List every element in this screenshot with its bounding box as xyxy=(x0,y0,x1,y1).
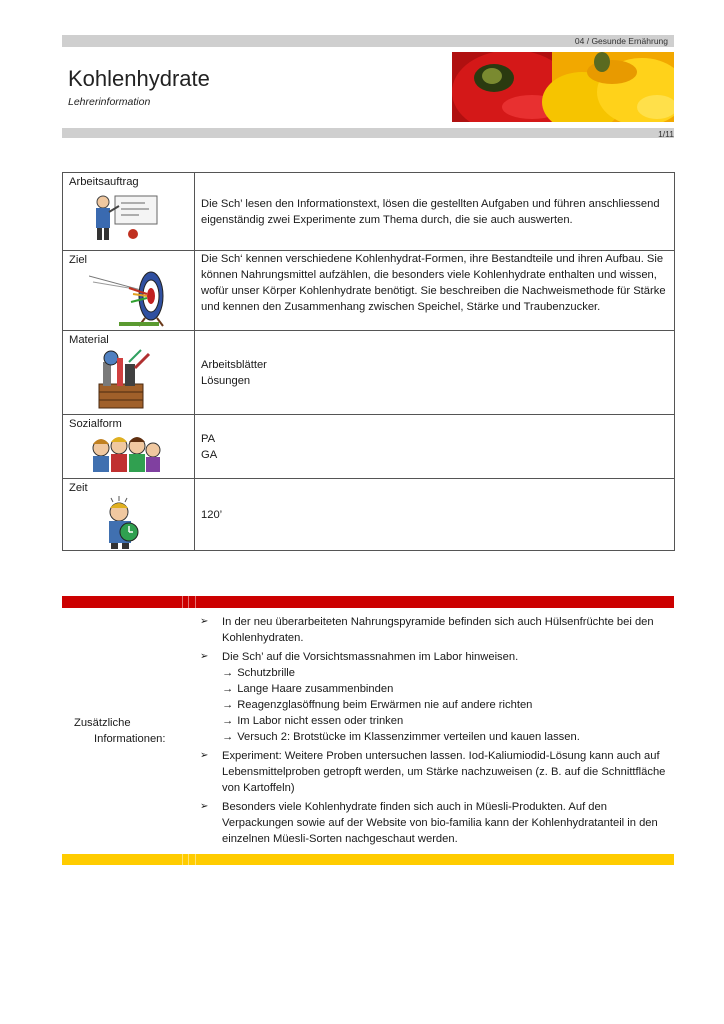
row-label-cell xyxy=(63,415,195,479)
page-subtitle: Lehrerinformation xyxy=(68,96,151,108)
row-text: 120’ xyxy=(201,508,223,521)
row-content-cell xyxy=(195,251,675,331)
bar-divider xyxy=(195,854,196,865)
row-text: Die Sch’ lesen den Informationstext, lösen die gestellten Aufgaben und führen anschliessend eigenständig zwei Experimente zum Thema durch, die sie auch auswerten. xyxy=(201,197,660,226)
sub-item: → Im Labor nicht essen oder trinken xyxy=(222,715,404,727)
row-content-cell xyxy=(195,331,675,415)
page-number: 1/11 xyxy=(658,129,674,139)
list-item: ➢ In der neu überarbeiteten Nahrungspyramide befinden sich auch Hülsenfrüchte bei den Kohlenhydraten. xyxy=(200,616,654,644)
bar-divider xyxy=(182,854,183,865)
row-content-cell xyxy=(195,173,675,251)
row-label: Sozialform xyxy=(69,418,122,430)
row-label: Material xyxy=(69,334,109,346)
sub-item: → Versuch 2: Brotstücke im Klassenzimmer verteilen und kauen lassen. xyxy=(222,731,580,743)
table-row xyxy=(63,479,675,551)
right-arrow-icon: → xyxy=(222,715,234,727)
row-label: Zeit xyxy=(69,482,88,494)
row-text: Lösungen xyxy=(201,374,251,387)
bullet-arrow-icon: ➢ xyxy=(200,651,209,662)
page-title: Kohlenhydrate xyxy=(68,66,210,91)
row-label-cell xyxy=(63,479,195,551)
chapter-label: 04 / Gesunde Ernährung xyxy=(574,36,668,46)
vegetable-photo xyxy=(452,52,674,122)
group-icon xyxy=(89,432,163,476)
clock-person-icon xyxy=(89,496,149,550)
table-row xyxy=(63,415,675,479)
toolbox-icon xyxy=(89,348,159,412)
lesson-overview-table xyxy=(62,172,675,551)
row-text: PA xyxy=(201,432,216,445)
row-content-cell xyxy=(195,415,675,479)
row-label-cell xyxy=(63,251,195,331)
sub-item: → Schutzbrille xyxy=(222,667,296,679)
additional-info-list xyxy=(200,614,668,850)
bullet-arrow-icon: ➢ xyxy=(200,801,209,812)
row-text: GA xyxy=(201,448,218,461)
row-label-cell xyxy=(63,173,195,251)
row-label-cell xyxy=(63,331,195,415)
row-content-cell xyxy=(195,479,675,551)
teacher-at-board-icon xyxy=(89,190,159,242)
list-item: ➢ Besonders viele Kohlenhydrate finden sich auch in Müesli-Produkten. Auf den Verpackungen sowie auf der Website von bio-familia kann der Kohlenhydratanteil in den einzelnen Müesli-Sorten nachgeschaut werden. xyxy=(200,801,658,845)
sub-item: → Reagenzglasöffnung beim Erwärmen nie auf andere richten xyxy=(222,699,533,711)
right-arrow-icon: → xyxy=(222,683,234,695)
row-label: Arbeitsauftrag xyxy=(69,176,139,188)
row-label: Ziel xyxy=(69,254,88,266)
target-icon xyxy=(89,268,169,328)
header-divider-bar xyxy=(62,128,674,138)
right-arrow-icon: → xyxy=(222,667,234,679)
table-row xyxy=(63,173,675,251)
bar-divider xyxy=(188,854,189,865)
bullet-arrow-icon: ➢ xyxy=(200,750,209,761)
right-arrow-icon: → xyxy=(222,731,234,743)
bar-divider xyxy=(182,596,183,608)
list-item: ➢ Die Sch’ auf die Vorsichtsmassnahmen im Labor hinweisen. → Schutzbrille → Lange Haare zusammenbinden → Reagenzglasöffnung beim Erwärmen nie auf andere richten → Im Labor nicht essen oder trinken → Versuch 2: Brotstücke im Klassenzimmer verteilen und kauen lassen. xyxy=(200,649,668,745)
additional-info-label: Zusätzliche Informationen: xyxy=(74,717,166,745)
top-header-bar xyxy=(62,35,674,47)
table-row xyxy=(63,251,675,331)
table-row xyxy=(63,331,675,415)
bar-divider xyxy=(195,596,196,608)
list-item: ➢ Experiment: Weitere Proben untersuchen lassen. Iod-Kaliumiodid-Lösung kann auch auf Lebensmittelproben getropft werden, um Stärke nachzuweisen (z. B. auf die Schnittfläche von Kartoffeln) xyxy=(200,750,666,794)
bar-divider xyxy=(188,596,189,608)
yellow-section-bar xyxy=(62,854,674,865)
right-arrow-icon: → xyxy=(222,699,234,711)
sub-item: → Lange Haare zusammenbinden xyxy=(222,683,394,695)
row-text: Arbeitsblätter xyxy=(201,358,267,371)
row-text: Die Sch‘ kennen verschiedene Kohlenhydrat-Formen, ihre Bestandteile und ihren Aufbau. Sie können Nahrungsmittel aufzählen, die besonders viele Kohlenhydrate enthalten und wissen, wofür unser Körper Kohlenhydrate benötigt. Sie beschreiben die Nachweismethode für Stärke und kennen den Zusammenhang zwischen Speichel, Stärke und Traubenzucker. xyxy=(201,253,666,313)
red-section-bar xyxy=(62,596,674,608)
bullet-arrow-icon: ➢ xyxy=(200,616,209,627)
